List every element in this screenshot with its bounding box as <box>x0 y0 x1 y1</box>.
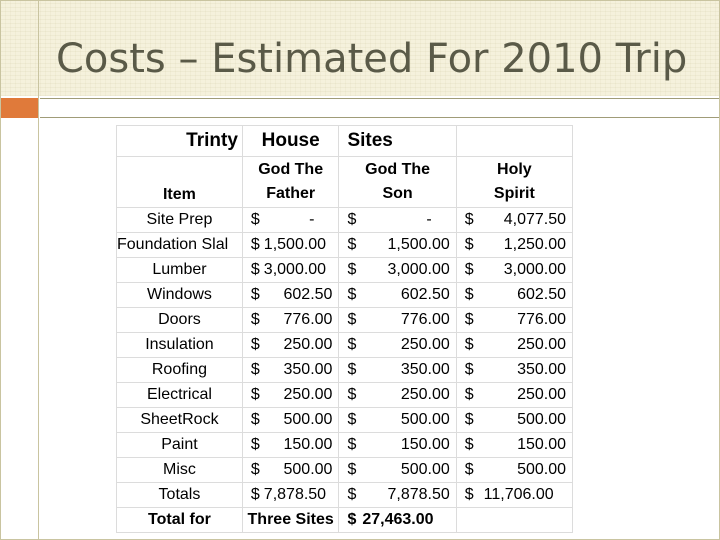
header-father-line1: God The <box>258 161 324 178</box>
header-son-line2: Son <box>382 185 413 202</box>
three-sites-label: Three Sites <box>242 508 339 533</box>
currency-symbol: $ <box>347 461 357 478</box>
spirit-cost-cell <box>456 308 572 333</box>
currency-symbol: $ <box>464 286 474 303</box>
item-cell: Lumber <box>117 258 243 283</box>
header-empty <box>456 126 572 157</box>
currency-symbol: $ <box>347 236 357 253</box>
currency-symbol: $ <box>347 436 357 453</box>
item-cell: Doors <box>117 308 243 333</box>
item-cell: Roofing <box>117 358 243 383</box>
currency-symbol: $ <box>464 461 474 478</box>
son-amount: 7,878.50 <box>387 486 450 503</box>
column-header-row <box>117 157 573 208</box>
spirit-amount: 250.00 <box>517 386 566 403</box>
currency-symbol: $ <box>464 361 474 378</box>
currency-symbol: $ <box>250 336 260 353</box>
table-title-row <box>117 126 573 157</box>
currency-symbol: $ <box>464 486 474 503</box>
currency-symbol: $ <box>250 411 260 428</box>
father-amount: 150.00 <box>283 436 333 453</box>
currency-symbol: $ <box>250 386 260 403</box>
grand-total-amount: 27,463.00 <box>362 511 434 528</box>
father-cost-cell <box>242 258 339 283</box>
son-cost-cell <box>339 333 456 358</box>
father-amount: 500.00 <box>283 461 333 478</box>
currency-symbol: $ <box>464 336 474 353</box>
title-divider <box>40 98 720 118</box>
son-cost-cell <box>339 233 456 258</box>
currency-symbol: $ <box>347 286 357 303</box>
father-cost-cell <box>242 333 339 358</box>
son-amount: 500.00 <box>400 461 450 478</box>
grand-total-cell <box>339 508 456 533</box>
son-cost-cell <box>339 433 456 458</box>
header-son-line1: God The <box>365 161 431 178</box>
spirit-amount: 500.00 <box>517 411 566 428</box>
currency-symbol: $ <box>347 486 357 503</box>
header-spirit <box>456 157 572 208</box>
son-amount: 250.00 <box>400 386 450 403</box>
spirit-amount: 250.00 <box>517 336 566 353</box>
spirit-amount: 3,000.00 <box>503 261 566 278</box>
item-cell: SheetRock <box>117 408 243 433</box>
son-cost-cell <box>339 208 456 233</box>
currency-symbol: $ <box>347 511 357 528</box>
currency-symbol: $ <box>250 311 260 328</box>
spirit-cost-cell <box>456 383 572 408</box>
father-cost-cell <box>242 408 339 433</box>
cost-table <box>116 125 573 533</box>
table-row <box>117 433 573 458</box>
spirit-amount: 4,077.50 <box>503 211 566 228</box>
father-cost-cell <box>242 233 339 258</box>
currency-symbol: $ <box>347 211 357 228</box>
spirit-amount: 11,706.00 <box>483 486 554 503</box>
spirit-cost-cell <box>456 358 572 383</box>
currency-symbol: $ <box>250 286 260 303</box>
father-amount: 250.00 <box>283 386 333 403</box>
son-cost-cell <box>339 483 456 508</box>
currency-symbol: $ <box>250 461 260 478</box>
currency-symbol: $ <box>347 336 357 353</box>
father-amount: 1,500.00 <box>263 236 327 253</box>
father-cost-cell <box>242 308 339 333</box>
item-cell: Site Prep <box>117 208 243 233</box>
father-cost-cell <box>242 383 339 408</box>
spirit-cost-cell <box>456 258 572 283</box>
son-cost-cell <box>339 283 456 308</box>
spirit-cost-cell <box>456 333 572 358</box>
currency-symbol: $ <box>464 211 474 228</box>
header-spirit-line2: Spirit <box>493 185 535 202</box>
spirit-amount: 776.00 <box>517 311 566 328</box>
spirit-amount: 602.50 <box>517 286 566 303</box>
son-amount: 776.00 <box>400 311 450 328</box>
son-cost-cell <box>339 458 456 483</box>
table-row <box>117 483 573 508</box>
table-row <box>117 408 573 433</box>
currency-symbol: $ <box>464 236 474 253</box>
item-cell: Paint <box>117 433 243 458</box>
spirit-cost-cell <box>456 408 572 433</box>
header-house: House <box>242 126 339 157</box>
father-amount: 776.00 <box>283 311 333 328</box>
spirit-cost-cell <box>456 433 572 458</box>
father-cost-cell <box>242 208 339 233</box>
table-row <box>117 208 573 233</box>
accent-block <box>0 98 38 118</box>
currency-symbol: $ <box>250 436 260 453</box>
currency-symbol: $ <box>464 261 474 278</box>
son-cost-cell <box>339 358 456 383</box>
father-cost-cell <box>242 283 339 308</box>
currency-symbol: $ <box>347 361 357 378</box>
item-cell: Misc <box>117 458 243 483</box>
item-cell: Windows <box>117 283 243 308</box>
son-amount: 3,000.00 <box>387 261 450 278</box>
spirit-cost-cell <box>456 458 572 483</box>
left-rule <box>38 0 39 540</box>
table-row <box>117 283 573 308</box>
grand-total-row <box>117 508 573 533</box>
son-cost-cell <box>339 408 456 433</box>
header-father-line2: Father <box>266 185 316 202</box>
table-row <box>117 258 573 283</box>
slide-title: Costs – Estimated For 2010 Trip <box>56 36 688 82</box>
total-for-label: Total for <box>117 508 243 533</box>
header-son <box>339 157 456 208</box>
father-cost-cell <box>242 483 339 508</box>
item-cell: Electrical <box>117 383 243 408</box>
father-cost-cell <box>242 358 339 383</box>
father-amount: 7,878.50 <box>263 486 327 503</box>
spirit-amount: 150.00 <box>517 436 566 453</box>
spirit-cost-cell <box>456 233 572 258</box>
currency-symbol: $ <box>347 311 357 328</box>
son-amount: 500.00 <box>400 411 450 428</box>
currency-symbol: $ <box>250 261 260 278</box>
son-amount: - <box>426 211 432 228</box>
currency-symbol: $ <box>464 436 474 453</box>
item-cell: Totals <box>117 483 243 508</box>
table-row <box>117 383 573 408</box>
header-trinty: Trinty <box>117 126 243 157</box>
header-item: Item <box>117 157 243 208</box>
father-amount: 500.00 <box>283 411 333 428</box>
spirit-cost-cell <box>456 283 572 308</box>
father-cost-cell <box>242 458 339 483</box>
father-amount: 602.50 <box>283 286 333 303</box>
son-cost-cell <box>339 383 456 408</box>
currency-symbol: $ <box>250 211 260 228</box>
table-row <box>117 308 573 333</box>
currency-symbol: $ <box>347 386 357 403</box>
table-row <box>117 358 573 383</box>
father-amount: - <box>309 211 315 228</box>
son-cost-cell <box>339 308 456 333</box>
table-row <box>117 458 573 483</box>
son-amount: 150.00 <box>400 436 450 453</box>
son-cost-cell <box>339 258 456 283</box>
currency-symbol: $ <box>250 236 260 253</box>
item-cell: Foundation Slal <box>117 233 243 258</box>
son-amount: 1,500.00 <box>387 236 450 253</box>
spirit-cost-cell <box>456 483 572 508</box>
cost-table-image <box>116 125 573 528</box>
currency-symbol: $ <box>250 361 260 378</box>
father-amount: 250.00 <box>283 336 333 353</box>
empty-cell <box>456 508 572 533</box>
son-amount: 602.50 <box>400 286 450 303</box>
currency-symbol: $ <box>347 411 357 428</box>
son-amount: 350.00 <box>400 361 450 378</box>
currency-symbol: $ <box>464 411 474 428</box>
spirit-amount: 350.00 <box>517 361 566 378</box>
father-amount: 350.00 <box>283 361 333 378</box>
header-sites: Sites <box>339 126 456 157</box>
table-row <box>117 333 573 358</box>
currency-symbol: $ <box>347 261 357 278</box>
father-cost-cell <box>242 433 339 458</box>
son-amount: 250.00 <box>400 336 450 353</box>
header-father <box>242 157 339 208</box>
spirit-cost-cell <box>456 208 572 233</box>
item-cell: Insulation <box>117 333 243 358</box>
father-amount: 3,000.00 <box>263 261 327 278</box>
header-spirit-line1: Holy <box>497 161 532 178</box>
table-row <box>117 233 573 258</box>
spirit-amount: 1,250.00 <box>503 236 566 253</box>
currency-symbol: $ <box>250 486 260 503</box>
currency-symbol: $ <box>464 386 474 403</box>
currency-symbol: $ <box>464 311 474 328</box>
spirit-amount: 500.00 <box>517 461 566 478</box>
